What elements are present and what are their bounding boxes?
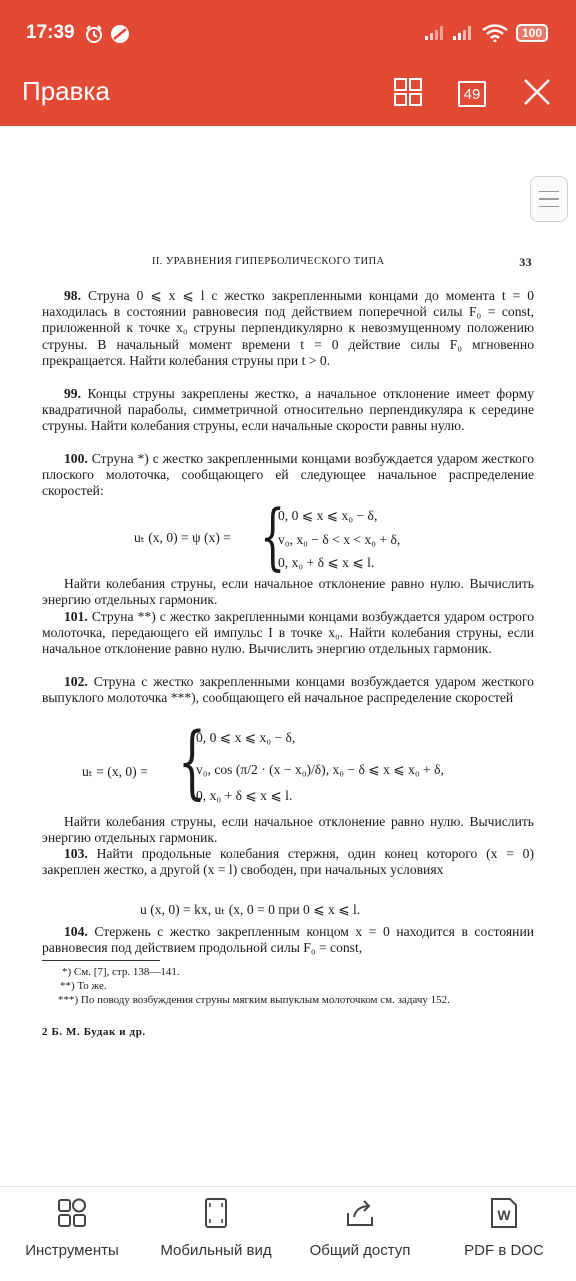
share-label: Общий доступ bbox=[309, 1242, 411, 1259]
problem-101 bbox=[42, 609, 534, 658]
problem-number: 100. bbox=[64, 451, 88, 466]
footnote-3: ***) По поводу возбуждения струны мягким выпуклым молоточком см. задачу 152. bbox=[58, 994, 450, 1006]
mobile-view-icon bbox=[200, 1197, 232, 1234]
pdf-to-doc-label: PDF в DOC bbox=[464, 1242, 544, 1259]
share-button[interactable] bbox=[288, 1197, 432, 1267]
problem-number: 98. bbox=[64, 288, 81, 303]
app-title: Правка bbox=[22, 76, 110, 106]
problem-text: Струна **) с жестко закрепленными концами возбуждается ударом острого молоточка, передающего ей импульс I в точке x₀. Найти колебания струны, если начальное отклонение равно нулю. Вычислить энергию отдельных гармоник. bbox=[42, 609, 534, 657]
status-bar bbox=[0, 0, 576, 62]
brace-symbol: { bbox=[178, 715, 206, 808]
wifi-icon bbox=[482, 24, 508, 47]
problem-text: Концы струны закреплены жестко, а начальное отклонение имеет форму квадратичной параболы, симметричной относительно перпендикуляра к середине струны. Найти колебания струны, если начальные скорости равны нулю. bbox=[42, 386, 534, 434]
battery-icon bbox=[516, 24, 548, 42]
problem-98 bbox=[42, 288, 534, 369]
alarm-icon bbox=[84, 24, 104, 49]
pdf-to-doc-button[interactable] bbox=[432, 1197, 576, 1267]
formula-100-case3: 0, x₀ + δ ⩽ x ⩽ l. bbox=[278, 555, 375, 570]
header-page-number: 33 bbox=[519, 255, 532, 269]
footnote-2: **) То же. bbox=[60, 980, 107, 992]
footnote-1: *) См. [7], стр. 138—141. bbox=[62, 966, 180, 978]
problem-103 bbox=[42, 846, 534, 878]
word-doc-icon bbox=[488, 1197, 520, 1234]
formula-100-lhs: uₜ (x, 0) = ψ (x) = bbox=[134, 530, 231, 545]
handle-line bbox=[539, 206, 559, 208]
document-viewport[interactable] bbox=[0, 126, 576, 1186]
app-bar bbox=[0, 62, 576, 126]
close-icon bbox=[523, 78, 551, 111]
header-title: II. УРАВНЕНИЯ ГИПЕРБОЛИЧЕСКОГО ТИПА bbox=[152, 256, 385, 267]
mobile-view-button[interactable] bbox=[144, 1197, 288, 1267]
bottom-toolbar bbox=[0, 1186, 576, 1281]
problem-text: Найти продольные колебания стержня, один конец которого (x = 0) закреплен жестко, а другой (x = l) свободен, при начальных условиях bbox=[42, 846, 535, 878]
problem-text: Струна 0 ⩽ x ⩽ l с жестко закрепленными концами до момента t = 0 находилась в состоянии равновесия под действием поперечной силы F₀ = const, приложенной к точке x₀ струны перпендикулярно к невозмущенному положению струны. В начальный момент времени t = 0 действие силы F₀ мгновенно прекращается. Найти колебания струны при t > 0. bbox=[42, 288, 534, 368]
formula-103: u (x, 0) = kx, uₜ (x, 0 = 0 при 0 ⩽ x ⩽ l. bbox=[140, 902, 361, 917]
formula-102-lhs: uₜ = (x, 0) = bbox=[82, 764, 148, 779]
close-button[interactable] bbox=[515, 72, 559, 116]
handle-line bbox=[539, 198, 559, 200]
problem-text: Струна с жестко закрепленными концами возбуждается ударом жесткого выпуклого молоточка ***), сообщающего ей начальное распределение скоростей bbox=[42, 674, 534, 706]
page-number-button[interactable] bbox=[450, 72, 494, 116]
formula-102-case1: 0, 0 ⩽ x ⩽ x₀ − δ, bbox=[196, 730, 296, 745]
problem-text: Стержень с жестко закрепленным концом x = 0 находится в состоянии равновесия под действием продольной силы F₀ = const, bbox=[42, 924, 534, 956]
problem-102-question bbox=[42, 814, 534, 846]
grid-icon bbox=[393, 77, 423, 112]
problem-number: 99. bbox=[64, 386, 81, 401]
page-signature: 2 Б. М. Будак и др. bbox=[42, 1026, 146, 1038]
brace-symbol: { bbox=[260, 494, 286, 578]
battery-level: 100 bbox=[516, 24, 548, 42]
grid-view-button[interactable] bbox=[386, 72, 430, 116]
problem-104 bbox=[42, 924, 534, 956]
problem-number: 101. bbox=[64, 609, 88, 624]
formula-102-case3: 0, x₀ + δ ⩽ x ⩽ l. bbox=[196, 788, 293, 803]
problem-100-question bbox=[42, 576, 534, 608]
problem-text: Найти колебания струны, если начальное отклонение равно нулю. Вычислить энергию отдельных гармоник. bbox=[42, 814, 534, 846]
problem-number: 104. bbox=[64, 924, 88, 939]
tools-label: Инструменты bbox=[25, 1242, 119, 1259]
signal-icon-1 bbox=[424, 24, 448, 45]
tools-button[interactable] bbox=[0, 1197, 144, 1267]
tools-icon bbox=[56, 1197, 88, 1234]
problem-102 bbox=[42, 674, 534, 706]
share-icon bbox=[344, 1197, 376, 1234]
problem-number: 102. bbox=[64, 674, 88, 689]
problem-100 bbox=[42, 451, 534, 500]
problem-number: 103. bbox=[64, 846, 88, 861]
mobile-view-label: Мобильный вид bbox=[160, 1242, 272, 1259]
page-number: 49 bbox=[458, 81, 486, 107]
formula-100-case2: v₀, x₀ − δ < x < x₀ + δ, bbox=[278, 532, 401, 547]
problem-99 bbox=[42, 386, 534, 435]
formula-102-case2: v₀, cos (π/2 · (x − x₀)/δ), x₀ − δ ⩽ x ⩽ x₀ + δ, bbox=[196, 762, 444, 777]
signal-icon-2 bbox=[452, 24, 476, 45]
status-time: 17:39 bbox=[26, 22, 75, 43]
handle-line bbox=[539, 191, 559, 193]
svg-text:W: W bbox=[497, 1207, 511, 1223]
footnote-divider bbox=[42, 960, 160, 961]
problem-text: Струна *) с жестко закрепленными концами возбуждается ударом жесткого плоского молоточка, сообщающего ей следующее начальное распределение скоростей: bbox=[42, 451, 534, 499]
formula-100-case1: 0, 0 ⩽ x ⩽ x₀ − δ, bbox=[278, 508, 378, 523]
scroll-handle[interactable] bbox=[530, 176, 568, 222]
problem-text: Найти колебания струны, если начальное отклонение равно нулю. Вычислить энергию отдельных гармоник. bbox=[42, 576, 534, 608]
dnd-icon bbox=[110, 24, 130, 49]
